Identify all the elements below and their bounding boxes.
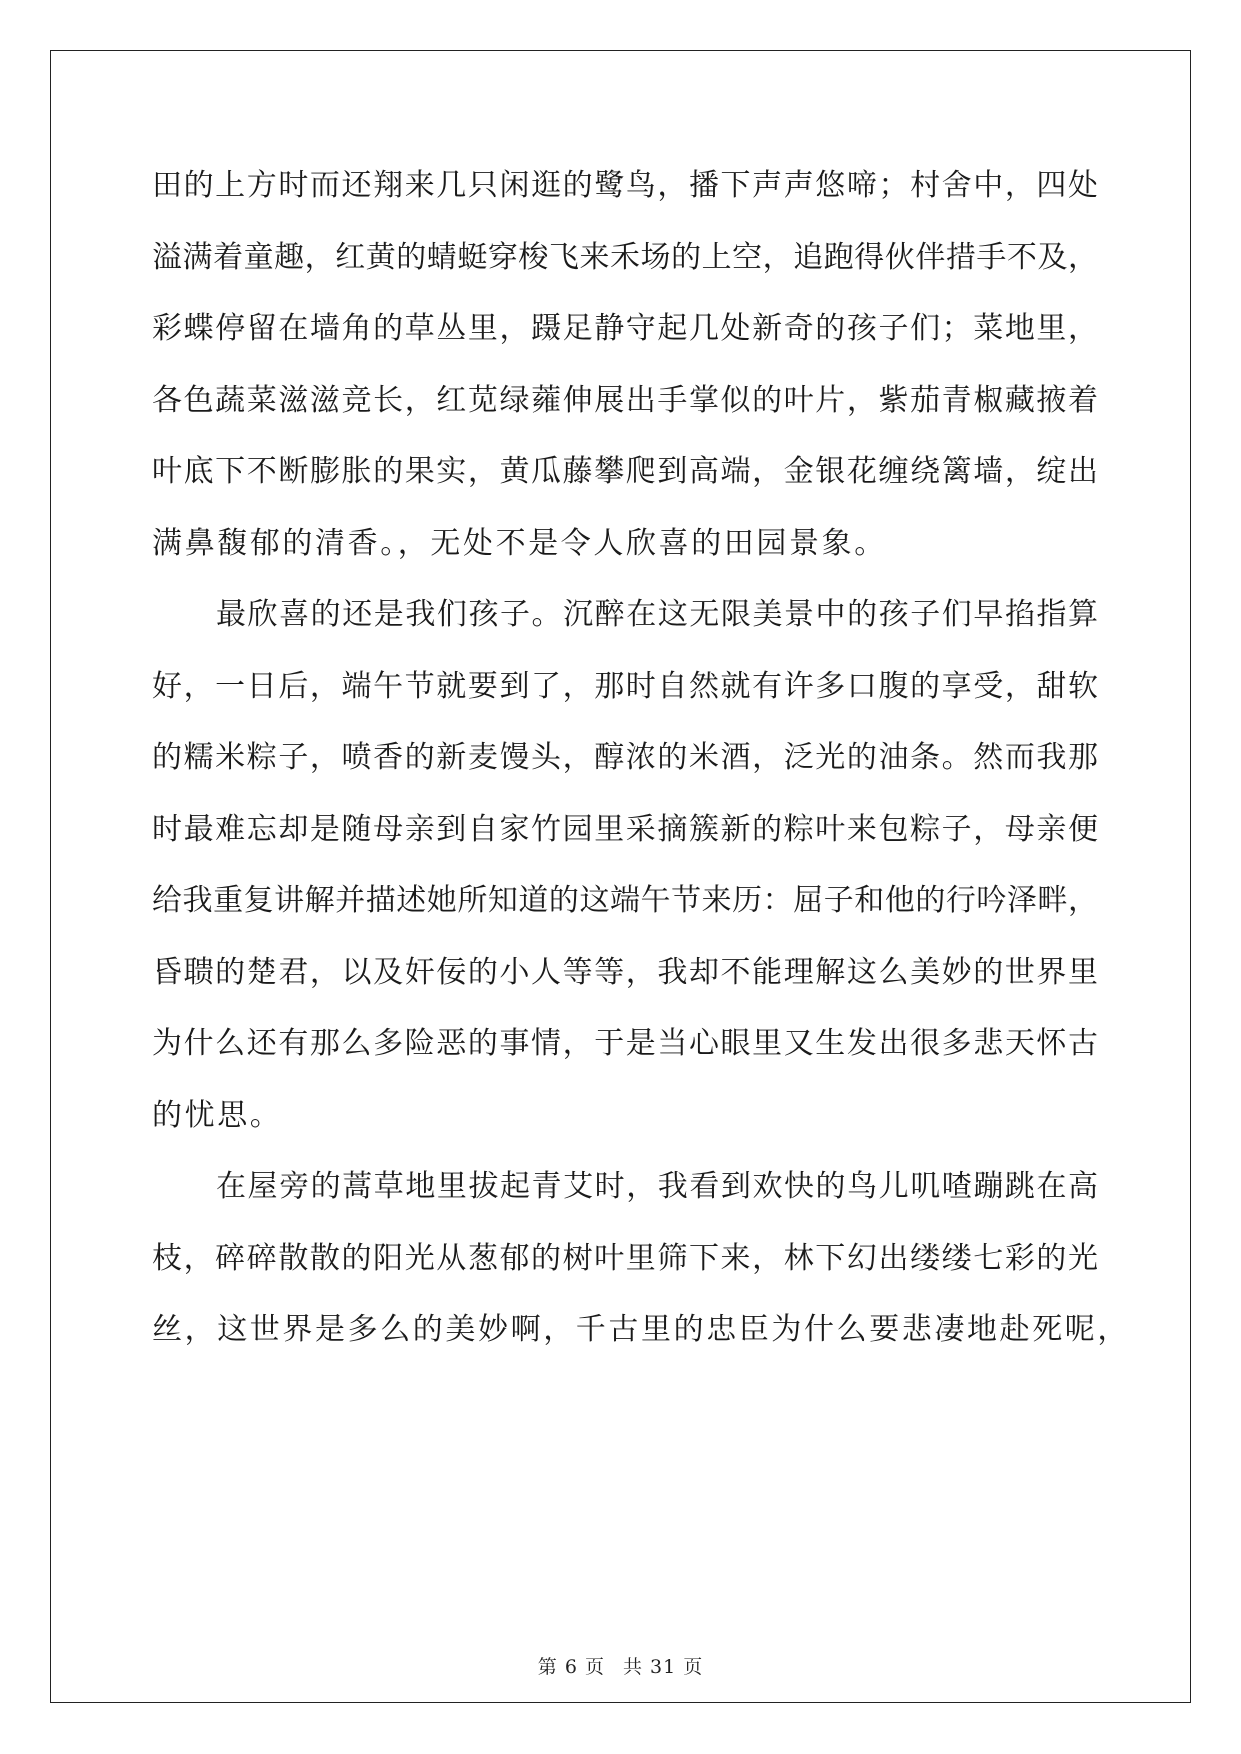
text-line: 各色蔬菜滋滋竞长，红苋绿蕹伸展出手掌似的叶片，紫茄青椒藏掖着 <box>152 382 1098 418</box>
text-line: 昏聩的楚君，以及奸佞的小人等等，我却不能理解这么美妙的世界里 <box>152 954 1098 990</box>
text-line: 时最难忘却是随母亲到自家竹园里采摘簇新的粽叶来包粽子，母亲便 <box>152 811 1098 847</box>
text-line: 的糯米粽子，喷香的新麦馒头，醇浓的米酒，泛光的油条。然而我那 <box>152 740 1098 775</box>
page-number: 第 6 页 <box>537 1656 605 1678</box>
text-line: 好，一日后，端午节就要到了，那时自然就有许多口腹的享受，甜软 <box>152 668 1098 704</box>
page-total: 共 31 页 <box>622 1656 704 1678</box>
text-line: 最欣喜的还是我们孩子。沉醉在这无限美景中的孩子们早掐指算 <box>216 597 1098 632</box>
page-footer <box>0 1652 1241 1679</box>
text-line: 田的上方时而还翔来几只闲逛的鹭鸟，播下声声悠啼；村舍中，四处 <box>152 168 1098 203</box>
text-line: 给我重复讲解并描述她所知道的这端午节来历：屈子和他的行吟泽畔， <box>152 883 1098 918</box>
text-line: 在屋旁的蒿草地里拔起青艾时，我看到欢快的鸟儿叽喳蹦跳在高 <box>216 1169 1098 1204</box>
text-line: 叶底下不断膨胀的果实，黄瓜藤攀爬到高端，金银花缠绕篱墙，绽出 <box>152 454 1098 489</box>
text-line: 的忧思。 <box>152 1097 283 1133</box>
paragraph <box>152 589 1098 1161</box>
text-line: 溢满着童趣，红黄的蜻蜓穿梭飞来禾场的上空，追跑得伙伴措手不及， <box>152 239 1098 275</box>
text-line: 满鼻馥郁的清香。，无处不是令人欣喜的田园景象。 <box>152 525 887 561</box>
text-line: 丝，这世界是多么的美妙啊，千古里的忠臣为什么要悲凄地赴死呢， <box>152 1312 1130 1347</box>
document-body <box>152 160 1130 1376</box>
text-line: 枝，碎碎散散的阳光从葱郁的树叶里筛下来，林下幻出缕缕七彩的光 <box>152 1240 1098 1276</box>
text-line: 为什么还有那么多险恶的事情，于是当心眼里又生发出很多悲天怀古 <box>152 1026 1098 1061</box>
paragraph <box>152 160 1098 589</box>
text-line: 彩蝶停留在墙角的草丛里，蹑足静守起几处新奇的孩子们；菜地里， <box>152 311 1098 346</box>
paragraph <box>152 1161 1130 1376</box>
